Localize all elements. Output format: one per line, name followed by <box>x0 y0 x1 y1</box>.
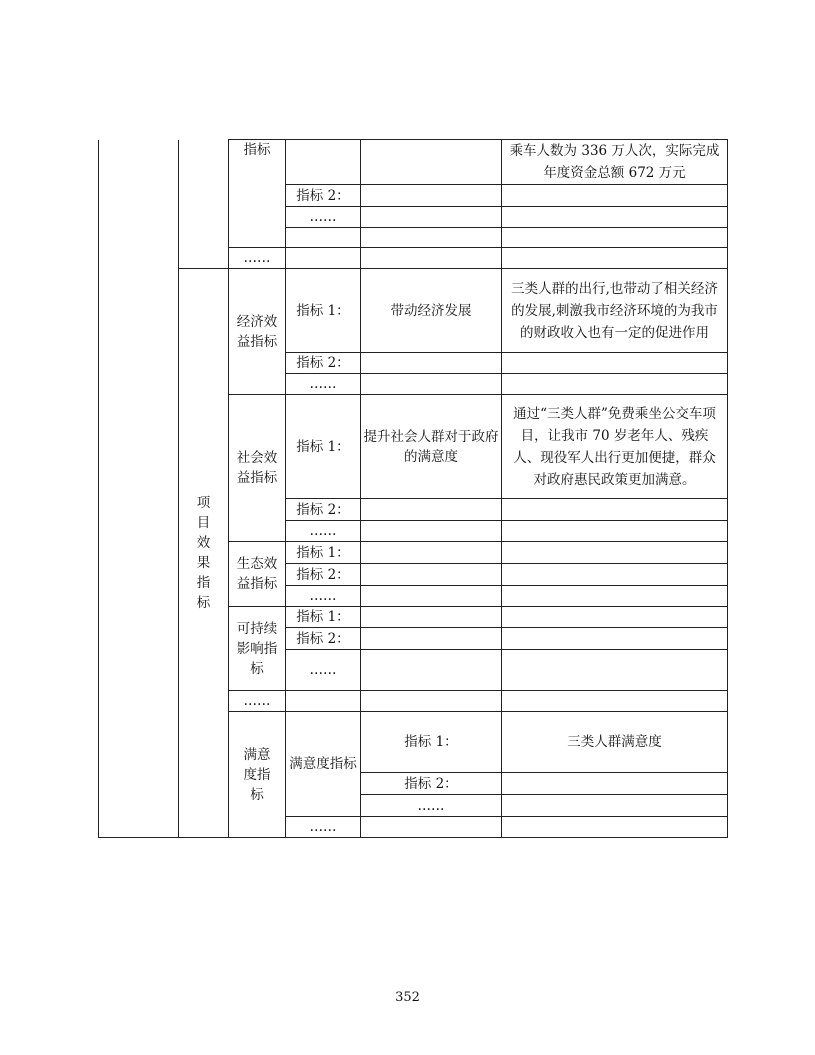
economic-benefit-label: 经济效益指标 <box>229 269 286 395</box>
content-cell <box>361 586 502 607</box>
level2-cell-continued <box>179 140 229 269</box>
value-cell <box>502 650 728 691</box>
content-cell <box>361 228 502 248</box>
content-cell: 三类人群满意度 <box>502 712 728 773</box>
indicator-cell: 指标 2： <box>286 353 361 374</box>
indicator-cell: 指标 1： <box>286 269 361 353</box>
value-cell <box>502 607 728 628</box>
value-cell <box>502 521 728 542</box>
value-cell-ridership: 乘车人数为 336 万人次，实际完成年度资金总额 672 万元 <box>502 140 728 185</box>
content-cell <box>361 691 502 712</box>
content-cell <box>361 607 502 628</box>
value-cell <box>502 691 728 712</box>
indicator-cell <box>361 817 502 838</box>
indicator-cell: …… <box>361 795 502 817</box>
ecological-benefit-label: 生态效益指标 <box>229 542 286 607</box>
indicator-cell <box>286 140 361 185</box>
sustainable-impact-label: 可持续影响指标 <box>229 607 286 691</box>
indicator-cell: 指标 2： <box>286 628 361 650</box>
page-number: 352 <box>395 990 420 1005</box>
content-cell <box>502 773 728 795</box>
indicator-cell: …… <box>286 521 361 542</box>
indicator-cell: 指标 2： <box>286 499 361 521</box>
indicator-cell <box>286 691 361 712</box>
indicator-cell: 指标 1： <box>286 542 361 564</box>
value-cell <box>502 207 728 228</box>
content-cell <box>502 795 728 817</box>
content-cell <box>361 248 502 269</box>
level3-more: …… <box>229 691 286 712</box>
indicator-cell: 指标 1： <box>361 712 502 773</box>
content-cell <box>361 374 502 395</box>
content-cell <box>502 817 728 838</box>
content-cell <box>361 353 502 374</box>
value-cell <box>502 374 728 395</box>
content-cell <box>361 650 502 691</box>
value-cell <box>502 564 728 586</box>
satisfaction-sub-label: 满意度指标 <box>286 712 361 817</box>
value-cell <box>502 353 728 374</box>
content-cell <box>361 185 502 207</box>
indicator-cell: 指标 1： <box>286 607 361 628</box>
value-cell-economic: 三类人群的出行,也带动了相关经济的发展,刺激我市经济环境的为我市的财政收入也有一定的促进作用 <box>502 269 728 353</box>
content-cell <box>361 499 502 521</box>
indicator-cell <box>286 228 361 248</box>
level1-cell <box>99 140 179 838</box>
content-cell <box>361 564 502 586</box>
social-benefit-label: 社会效益指标 <box>229 395 286 542</box>
value-cell <box>502 248 728 269</box>
content-cell: 提升社会人群对于政府的满意度 <box>361 395 502 499</box>
value-cell <box>502 542 728 564</box>
indicator-cell: …… <box>286 650 361 691</box>
indicator-cell: …… <box>286 207 361 228</box>
indicator-cell: 指标 2： <box>361 773 502 795</box>
level3-more: …… <box>286 817 361 838</box>
value-cell-social: 通过“三类人群”免费乘坐公交车项目，让我市 70 岁老年人、残疾人、现役军人出行更加便捷，群众对政府惠民政策更加满意。 <box>502 395 728 499</box>
value-cell <box>502 228 728 248</box>
content-cell <box>361 521 502 542</box>
value-cell <box>502 586 728 607</box>
performance-indicator-table <box>98 139 728 838</box>
indicator-cell: 指标 2： <box>286 185 361 207</box>
indicator-cell: …… <box>286 374 361 395</box>
indicator-cell <box>286 248 361 269</box>
content-cell <box>361 140 502 185</box>
value-cell <box>502 499 728 521</box>
content-cell <box>361 542 502 564</box>
level3-label-continued: 指标 <box>229 140 286 248</box>
level3-more: …… <box>229 248 286 269</box>
project-effect-label: 项目效果指标 <box>179 269 229 838</box>
indicator-cell: …… <box>286 586 361 607</box>
value-cell <box>502 628 728 650</box>
indicator-cell: 指标 1： <box>286 395 361 499</box>
indicator-cell: 指标 2： <box>286 564 361 586</box>
content-cell <box>361 628 502 650</box>
content-cell: 带动经济发展 <box>361 269 502 353</box>
satisfaction-label: 满意度指标 <box>229 712 286 838</box>
content-cell <box>361 207 502 228</box>
value-cell <box>502 185 728 207</box>
